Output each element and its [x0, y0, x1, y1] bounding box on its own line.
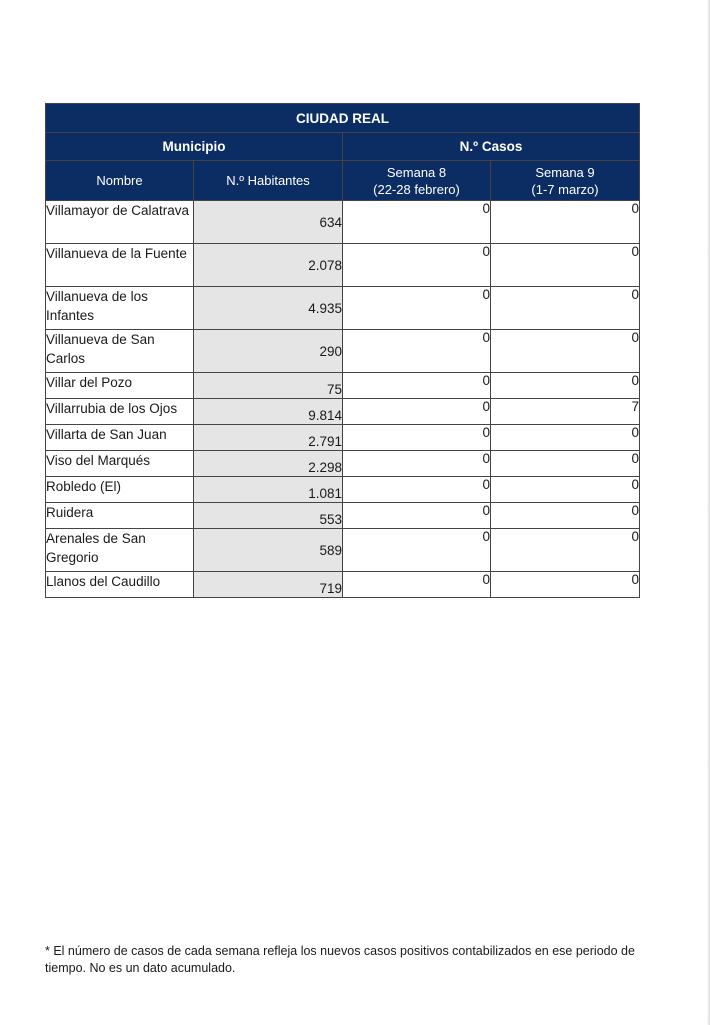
cell-semana8: 0: [343, 451, 491, 477]
cell-nombre: Villanueva de los Infantes: [46, 287, 194, 330]
table-row: [46, 503, 640, 529]
col-header-semana8: [343, 161, 491, 201]
cell-semana9: 0: [491, 503, 640, 529]
group-header-municipio: Municipio: [46, 133, 343, 161]
table-row: [46, 373, 640, 399]
cell-semana9: 0: [491, 330, 640, 373]
cell-nombre: Villarrubia de los Ojos: [46, 399, 194, 425]
cell-nombre: Ruidera: [46, 503, 194, 529]
cell-semana8: 0: [343, 287, 491, 330]
col-header-semana9-line2: (1-7 marzo): [531, 181, 599, 197]
group-header-casos: N.º Casos: [343, 133, 640, 161]
table-row: [46, 330, 640, 373]
col-header-semana8-line2: (22-28 febrero): [373, 181, 460, 197]
cell-nombre: Villarta de San Juan: [46, 425, 194, 451]
cell-semana8: 0: [343, 330, 491, 373]
cell-semana8: 0: [343, 425, 491, 451]
cell-semana9: 0: [491, 572, 640, 598]
cell-habitantes: 75: [194, 373, 343, 399]
cell-nombre: Viso del Marqués: [46, 451, 194, 477]
cell-semana9: 0: [491, 451, 640, 477]
cell-habitantes: 1.081: [194, 477, 343, 503]
cell-nombre: Villar del Pozo: [46, 373, 194, 399]
table-row: [46, 572, 640, 598]
cell-semana9: 0: [491, 425, 640, 451]
table-row: [46, 201, 640, 244]
col-header-semana9-line1: Semana 9: [535, 164, 595, 180]
cell-nombre: Arenales de San Gregorio: [46, 529, 194, 572]
col-header-semana8-line1: Semana 8: [386, 164, 447, 180]
cell-semana9: 0: [491, 201, 640, 244]
col-header-nombre: Nombre: [46, 161, 194, 201]
col-header-semana9: [491, 161, 640, 201]
cell-habitantes: 2.078: [194, 244, 343, 287]
cell-habitantes: 2.791: [194, 425, 343, 451]
cell-semana9: 0: [491, 287, 640, 330]
cell-habitantes: 9.814: [194, 399, 343, 425]
cell-semana9: 0: [491, 529, 640, 572]
table-row: [46, 244, 640, 287]
cell-semana8: 0: [343, 572, 491, 598]
cell-semana8: 0: [343, 477, 491, 503]
cell-semana9: 7: [491, 399, 640, 425]
table-row: [46, 451, 640, 477]
cell-habitantes: 290: [194, 330, 343, 373]
table-row: [46, 425, 640, 451]
cell-nombre: Villamayor de Calatrava: [46, 201, 194, 244]
cell-semana8: 0: [343, 201, 491, 244]
cell-semana9: 0: [491, 373, 640, 399]
cell-semana8: 0: [343, 373, 491, 399]
cell-habitantes: 634: [194, 201, 343, 244]
table-row: [46, 477, 640, 503]
cell-habitantes: 719: [194, 572, 343, 598]
table-row: [46, 399, 640, 425]
footnote: * El número de casos de cada semana refleja los nuevos casos positivos contabilizados en ese periodo de tiempo. No es un dato acumulado.: [45, 944, 635, 975]
cell-habitantes: 2.298: [194, 451, 343, 477]
cell-semana9: 0: [491, 244, 640, 287]
cell-semana8: 0: [343, 399, 491, 425]
cases-table: [45, 103, 640, 598]
cell-semana9: 0: [491, 477, 640, 503]
cell-semana8: 0: [343, 244, 491, 287]
cell-habitantes: 589: [194, 529, 343, 572]
cell-nombre: Villanueva de San Carlos: [46, 330, 194, 373]
cell-nombre: Villanueva de la Fuente: [46, 244, 194, 287]
table-row: [46, 529, 640, 572]
col-header-habitantes: N.º Habitantes: [194, 161, 343, 201]
cell-semana8: 0: [343, 529, 491, 572]
cell-habitantes: 553: [194, 503, 343, 529]
cell-nombre: Robledo (El): [46, 477, 194, 503]
table-title: CIUDAD REAL: [46, 104, 640, 133]
cell-habitantes: 4.935: [194, 287, 343, 330]
cell-semana8: 0: [343, 503, 491, 529]
cell-nombre: Llanos del Caudillo: [46, 572, 194, 598]
table-row: [46, 287, 640, 330]
